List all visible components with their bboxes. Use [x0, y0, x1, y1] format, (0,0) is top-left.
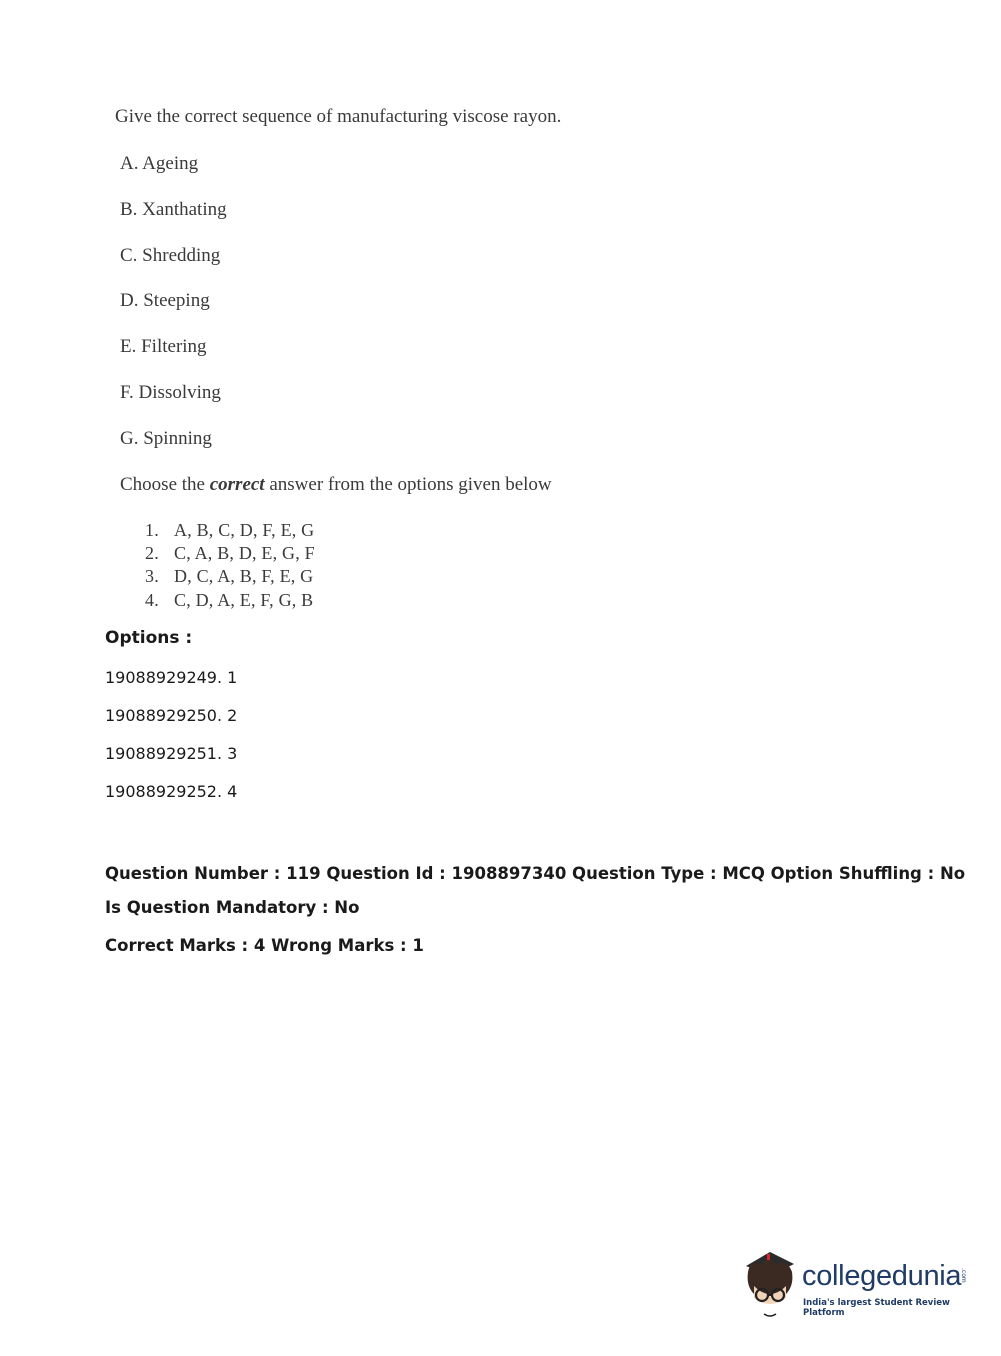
step-item: C. Shredding [120, 245, 221, 266]
mascot-icon [740, 1246, 802, 1320]
answer-number: 1. [145, 520, 159, 540]
option-item: 19088929252. 4 [105, 782, 238, 801]
step-item: E. Filtering [120, 336, 207, 357]
question-marks-line: Correct Marks : 4 Wrong Marks : 1 [105, 936, 424, 955]
answer-number: 3. [145, 566, 159, 586]
step-item: D. Steeping [120, 290, 210, 311]
collegedunia-logo [740, 1246, 972, 1320]
question-meta-line: Question Number : 119 Question Id : 1908897340 Question Type : MCQ Option Shuffling : No [105, 864, 966, 883]
brand-tagline: India's largest Student Review Platform [803, 1298, 950, 1318]
answer-text: A, B, C, D, F, E, G [174, 520, 315, 540]
choose-emphasis: correct [209, 474, 265, 495]
option-item: 19088929251. 3 [105, 744, 238, 763]
answer-choice [145, 590, 313, 611]
answer-number: 2. [145, 543, 159, 563]
choose-suffix: answer from the options given below [264, 474, 552, 495]
answer-text: C, D, A, E, F, G, B [174, 590, 314, 610]
answer-choice [145, 520, 314, 541]
choose-prefix: Choose the [120, 474, 210, 495]
step-item: A. Ageing [120, 153, 199, 174]
step-item: F. Dissolving [120, 382, 221, 403]
answer-text: C, A, B, D, E, G, F [174, 543, 315, 563]
options-label: Options : [105, 628, 193, 648]
question-mandatory-line: Is Question Mandatory : No [105, 898, 360, 917]
answer-text: D, C, A, B, F, E, G [174, 566, 314, 586]
answer-number: 4. [145, 590, 159, 610]
option-item: 19088929249. 1 [105, 668, 238, 687]
brand-name: collegedunia [802, 1260, 962, 1292]
brand-suffix: .com [960, 1268, 967, 1283]
answer-choice [145, 543, 315, 564]
question-stem: Give the correct sequence of manufacturing viscose rayon. [115, 106, 562, 127]
option-item: 19088929250. 2 [105, 706, 238, 725]
choose-instruction [120, 474, 552, 496]
step-item: B. Xanthating [120, 199, 227, 220]
answer-choice [145, 566, 313, 587]
step-item: G. Spinning [120, 428, 212, 449]
